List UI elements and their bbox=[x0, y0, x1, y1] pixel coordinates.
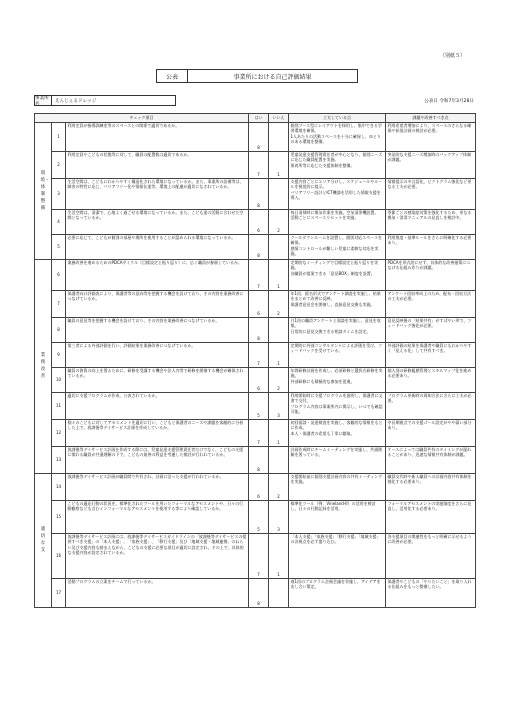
kadai-text: 各支援項目の関連性をもっと明確に示せるように改善が必要。 bbox=[386, 533, 476, 578]
yes-count: 6 bbox=[249, 290, 269, 317]
item-text: 業務改善を進めるためのPDCAサイクル（目標設定と振り返り）に、広く職員が参画しているか。 bbox=[66, 259, 249, 290]
kadai-text: フォーマルアセスメントの実施頻度をさらに見直し、活用化する必要あり。 bbox=[386, 500, 476, 533]
title-box bbox=[156, 69, 358, 83]
no-count: 1 bbox=[269, 533, 289, 578]
no-count bbox=[269, 446, 289, 473]
item-text: 適切に支援プログラムが作成、公表されているか。 bbox=[66, 392, 249, 419]
no-count: 2 bbox=[269, 367, 289, 392]
kufu-text: 「本人支援」「家族支援」「移行支援」「地域支援」の各視点を必ず盛り込む。 bbox=[289, 533, 386, 578]
office-row bbox=[34, 96, 474, 105]
kadai-text: 職員交代時や新人職員への計画内容共有体制を強化する必要あり。 bbox=[386, 473, 476, 500]
category-cell bbox=[35, 473, 52, 607]
kufu-text: 利用開始時に支援プログラムを説明し、保護者に文書で交付。 プログラム内容は事業所内に掲示し、いつでも確認可能。 bbox=[289, 392, 386, 419]
category-label: 業務改善 bbox=[40, 353, 46, 380]
item-text: 放課後等デイサービス計画には、放課後等デイサービスガイドラインの「放課後等デイサービスの提供すべき支援」の「本人支援」、「家族支援」、「移行支援」及び「地域支援・地域連携」のねらい及び支援内容も踏まえながら、こどもの支援に必要な項目が適切に設定され、その上で、具体的な支援内容が設定されているか。 bbox=[66, 533, 249, 578]
kadai-text: プログラム更新時の周知方法にさらに工夫が必要。 bbox=[386, 392, 476, 419]
item-text: 第三者による外部評価を行い、評価結果を業務改善につなげているか。 bbox=[66, 342, 249, 367]
yes-count: 8 bbox=[249, 446, 269, 473]
office-name: えんじぇるドレッジ bbox=[52, 95, 176, 106]
item-number: 7 bbox=[52, 290, 66, 317]
category-label: 適切な支 bbox=[40, 527, 46, 554]
kufu-text: 年1回、匿名形式でアンケート調査を実施し、結果をまとめて改善に反映。 保護者意見会を開催し、直接意見交換も実施。 bbox=[289, 290, 386, 317]
table-row bbox=[35, 392, 476, 419]
item-number: 2 bbox=[52, 151, 66, 178]
kufu-text: 定期的なミーティングで目標設定と振り返りを実施。 各職員が提案できる「意見BOX」制度を設置。 bbox=[289, 259, 386, 290]
kadai-text: アンケート回収率向上のため、配布・回収方法の工夫が必要。 bbox=[386, 290, 476, 317]
yes-count: 7 bbox=[249, 533, 269, 578]
yes-count: 5 bbox=[249, 500, 269, 533]
item-number: 11 bbox=[52, 392, 66, 419]
item-text: 必要に応じて、こどもが個別の部屋や場所を使用することが認められる環境になっているか。 bbox=[66, 234, 249, 259]
category-label: 環境・体制整備 bbox=[40, 170, 50, 211]
kufu-text: 年間研修計画を作成し、必須研修と選択式研修を実施。 外部研修にも積極的な参加を促進。 bbox=[289, 367, 386, 392]
item-text: 職員の資質の向上を図るために、研修を受講する機会や法人内等で研修を開催する機会が確保されているか。 bbox=[66, 367, 249, 392]
evaluation-table bbox=[34, 113, 476, 608]
no-count bbox=[269, 317, 289, 342]
yes-count: 8 bbox=[249, 317, 269, 342]
kadai-text: 情報提示の多言語化、ピクトグラム強化など更なる工夫が必要。 bbox=[386, 178, 476, 209]
yes-count: 6 bbox=[249, 473, 269, 500]
item-number: 16 bbox=[52, 533, 66, 578]
header-kadai: 課題や改善すべき点 bbox=[386, 114, 476, 123]
item-number: 14 bbox=[52, 473, 66, 500]
item-number: 8 bbox=[52, 317, 66, 342]
yes-count: 5 bbox=[249, 392, 269, 419]
item-number: 9 bbox=[52, 342, 66, 367]
item-text: 放課後等デイサービス計画が職員間で共有され、計画に沿った支援が行われているか。 bbox=[66, 473, 249, 500]
no-count: 2 bbox=[269, 290, 289, 317]
no-count bbox=[269, 234, 289, 259]
table-row bbox=[35, 578, 476, 607]
table-row bbox=[35, 317, 476, 342]
no-count: 3 bbox=[269, 500, 289, 533]
publication-tag: 公表 bbox=[157, 70, 188, 82]
item-number: 15 bbox=[52, 500, 66, 533]
kadai-text: 意見反映後の「結果共有」がすばやい形で、フィードバック強化が必要。 bbox=[386, 317, 476, 342]
kadai-text: ケースによっては職員共有のタイミングが遅れることがあり、迅速な情報共有体制が課題。 bbox=[386, 446, 476, 473]
item-number: 3 bbox=[52, 178, 66, 209]
yes-count: 7 bbox=[249, 151, 269, 178]
office-label: 事業所名 bbox=[34, 95, 52, 106]
yes-count: 6 bbox=[249, 209, 269, 234]
kufu-text: 支援内容ごとにエリア分けし、スケジュールやルールを視覚的に提示。 バリアフリー設計とICT機器を活用した情報支援を導入。 bbox=[289, 178, 386, 209]
item-text: 個々のこどもに対してアセスメントを適切に行い、こどもと保護者のニーズや課題を客観的に分析した上で、放課後等デイサービス計画を作成しているか。 bbox=[66, 419, 249, 446]
no-count bbox=[269, 122, 289, 151]
kufu-text: 支援開始前に個別支援計画内容の共有ミーティングを実施。 bbox=[289, 473, 386, 500]
table-row bbox=[35, 473, 476, 500]
header-no: いいえ bbox=[269, 114, 289, 123]
item-text: こどもの適応行動の状況を、標準化されたツールを用いたフォーマルなアセスメントや、日々の行動観察なども含むインフォーマルなアセスメントを使用する等により確認しているか。 bbox=[66, 500, 249, 533]
kadai-text: PDCAを形式的にせず、具体的な改善施策につなげる仕組み作りが課題。 bbox=[386, 259, 476, 290]
kadai-text: 利用頻度・基準ルールをさらに明確化する必要あり。 bbox=[386, 234, 476, 259]
no-count: 1 bbox=[269, 342, 289, 367]
kufu-text: 標準化ツール（例：Vineland-II）の活用を検討し、日々の行動記録を活用。 bbox=[289, 500, 386, 533]
item-number: 6 bbox=[52, 259, 66, 290]
kufu-text: 児童発達支援管理責任者が中心となり、個別ニーズに応じた職員配置を実施。 保育所等に応じた支援体制を整備。 bbox=[289, 151, 386, 178]
item-number: 10 bbox=[52, 367, 66, 392]
item-number: 17 bbox=[52, 578, 66, 607]
kadai-text: 中長期視点での支援ゴール設定がやや弱い部分あり。 bbox=[386, 419, 476, 446]
category-cell bbox=[35, 122, 52, 259]
publication-date: 公表日 令和7年3月28日 bbox=[424, 98, 474, 104]
yes-count: 8 bbox=[249, 578, 269, 607]
item-text: 職員の意見等を把握する機会を設けており、その内容を業務改善につなげているか。 bbox=[66, 317, 249, 342]
table-row bbox=[35, 367, 476, 392]
header-yes: はい bbox=[249, 114, 269, 123]
item-text: 保護者向け評価表により、保護者等の意向等を把握する機会を設けており、その内容を業務改善につなげているか。 bbox=[66, 290, 249, 317]
no-count: 3 bbox=[269, 392, 289, 419]
form-number: （別紙５） bbox=[439, 53, 465, 59]
kufu-text: クールダウンルームを設置し、個別対応スペースを確保。 感情コントロールが難しい児童に柔軟な対応を実施。 bbox=[289, 234, 386, 259]
table-header-row bbox=[35, 114, 476, 123]
item-number: 12 bbox=[52, 419, 66, 446]
item-text: 利用定員やこどもの状態等に対して、職員の配置数は適切であるか。 bbox=[66, 151, 249, 178]
kufu-text: 個別ブース型にレイアウトを採用し、集中できる学習環境を確保。 1人あたりの活動スペースを十分に確保し、ゆとりのある環境を整備。 bbox=[289, 122, 386, 151]
kufu-text: 週1回のプログラム企画会議を実施し、アイデアを出し合い策定。 bbox=[289, 578, 386, 607]
no-count bbox=[269, 578, 289, 607]
yes-count: 8 bbox=[249, 234, 269, 259]
kufu-text: 初回面談・発達検査を実施し、客観的な情報をもとに作成。 本人・保護者の希望も丁寧に聴取。 bbox=[289, 419, 386, 446]
no-count: 1 bbox=[269, 151, 289, 178]
table-row bbox=[35, 500, 476, 533]
table-row bbox=[35, 419, 476, 446]
kadai-text: 外部評価の結果を保護者や職員にもわかりやすく「見える化」して共有すべき。 bbox=[386, 342, 476, 367]
kufu-text: 月1回の職員アンケートと面談を実施し、意見を収集。 日常的に意見交換できる相談タイムを設定。 bbox=[289, 317, 386, 342]
kadai-text: 利用希望者増加により、スペースのさらなる確保や拡張計画の検討が必要。 bbox=[386, 122, 476, 151]
kadai-text: 保護者やこどもの「やりたいこと」を取り入れる仕組みをもっと整備したい。 bbox=[386, 578, 476, 607]
item-text: 生活空間は、こどもにわかりやすく構造化された環境になっているか。また、事業所の設備等は、障害の特性に応じ、バリアフリー化や情報伝達等、環境上の配慮が適切になされているか。 bbox=[66, 178, 249, 209]
kufu-text: 定期的に外部コンサルタントによる評価を受け、フィードバックを受けている。 bbox=[289, 342, 386, 367]
item-text: 利用定員が指導訓練室等のスペースとの関係で適切であるか。 bbox=[66, 122, 249, 151]
item-number: 13 bbox=[52, 446, 66, 473]
header-kufu: 工夫している点 bbox=[289, 114, 386, 123]
table-row bbox=[35, 446, 476, 473]
item-text: 活動プログラムの立案をチームで行っているか。 bbox=[66, 578, 249, 607]
table-row bbox=[35, 151, 476, 178]
item-number: 1 bbox=[52, 122, 66, 151]
no-count: 2 bbox=[269, 209, 289, 234]
yes-count: 8 bbox=[249, 122, 269, 151]
yes-count: 7 bbox=[249, 259, 269, 290]
table-row bbox=[35, 533, 476, 578]
kufu-text: 毎日清掃時に換気作業を実施。空気清浄機設置。 活動ごとにスペースリセットを実施。 bbox=[289, 209, 386, 234]
kadai-text: 季節ごとの感染症対策を強化するため、更なる換気・消毒マニュアルの見直しを検討中。 bbox=[386, 209, 476, 234]
yes-count: 6 bbox=[249, 367, 269, 392]
table-row bbox=[35, 209, 476, 234]
table-row bbox=[35, 122, 476, 151]
no-count: 1 bbox=[269, 259, 289, 290]
yes-count: 7 bbox=[249, 342, 269, 367]
header-check-item: チェック項目 bbox=[35, 114, 249, 123]
table-row bbox=[35, 290, 476, 317]
table-row bbox=[35, 342, 476, 367]
no-count: 2 bbox=[269, 473, 289, 500]
item-number: 4 bbox=[52, 209, 66, 234]
yes-count: 8 bbox=[249, 178, 269, 209]
kufu-text: 計画作成時にチームミーティングを実施し、共通理解を図っている。 bbox=[289, 446, 386, 473]
no-count bbox=[269, 178, 289, 209]
item-number: 5 bbox=[52, 234, 66, 259]
kadai-text: 突発的な支援ニーズ増加時のバックアップ体制が課題。 bbox=[386, 151, 476, 178]
table-row bbox=[35, 178, 476, 209]
table-row bbox=[35, 234, 476, 259]
table-row bbox=[35, 259, 476, 290]
no-count: 1 bbox=[269, 419, 289, 446]
yes-count: 7 bbox=[249, 419, 269, 446]
category-cell bbox=[35, 259, 52, 473]
page-title: 事業所における自己評価結果 bbox=[233, 73, 312, 81]
item-text: 生活空間は、清潔で、心地よく過ごせる環境になっているか。また、こども達の活動に合わせた空間となっているか。 bbox=[66, 209, 249, 234]
item-text: 放課後等デイサービス計画を作成する際には、児童発達支援管理責任者だけでなく、こどもの支援に関わる職員が共通理解の下で、こどもの最善の利益を考慮した検討が行われているか。 bbox=[66, 446, 249, 473]
kadai-text: 個人別の研修履歴管理とスキルマップ化を進める必要あり。 bbox=[386, 367, 476, 392]
